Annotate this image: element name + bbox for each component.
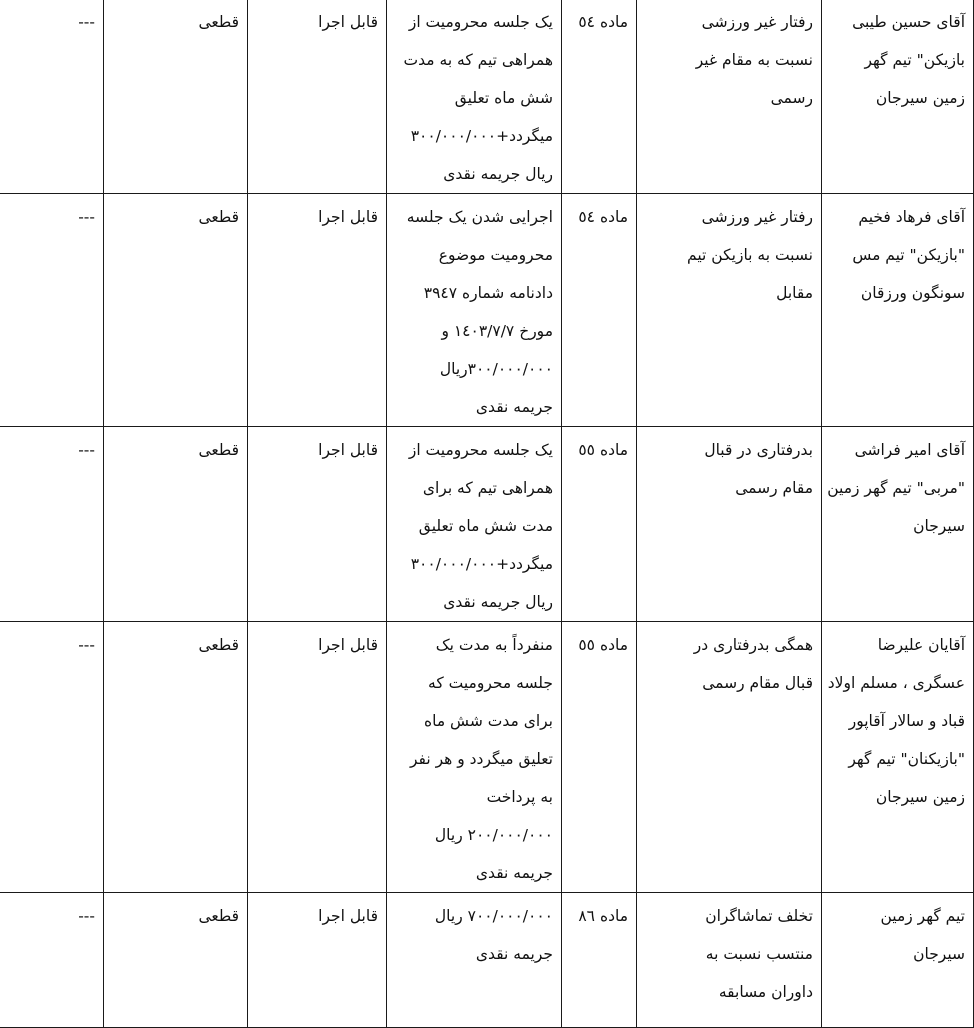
penalty-line: یک جلسه محرومیت از xyxy=(408,13,553,31)
article-cell xyxy=(562,194,637,427)
table-row xyxy=(0,194,974,427)
person-line: آقای حسین طیبی xyxy=(852,13,965,31)
person-line: زمین سیرجان xyxy=(875,89,965,107)
extra-cell xyxy=(0,622,104,893)
person-cell xyxy=(822,622,974,893)
status-label: قطعی xyxy=(198,208,239,226)
violation-cell xyxy=(637,427,822,622)
execution-label: قابل اجرا xyxy=(318,208,378,226)
person-line: "بازیکن" تیم مس xyxy=(852,246,965,264)
person-line: "بازیکنان" تیم گهر xyxy=(848,750,965,768)
extra-cell xyxy=(0,427,104,622)
status-cell xyxy=(104,622,248,893)
penalty-line: جلسه محرومیت که xyxy=(428,674,553,692)
violation-cell xyxy=(637,194,822,427)
violation-line: داوران مسابقه xyxy=(718,983,813,1001)
penalty-line: مدت شش ماه تعلیق xyxy=(418,517,553,535)
article-cell xyxy=(562,427,637,622)
person-line: تیم گهر زمین xyxy=(880,907,965,925)
violation-cell xyxy=(637,0,822,194)
table-row xyxy=(0,893,974,1028)
execution-cell xyxy=(248,427,387,622)
execution-cell xyxy=(248,893,387,1028)
article-cell xyxy=(562,893,637,1028)
empty-dash: --- xyxy=(78,441,95,459)
penalty-line: میگردد+٣٠٠/٠٠٠/٠٠٠ xyxy=(410,127,553,145)
table-row xyxy=(0,427,974,622)
penalty-line: شش ماه تعلیق xyxy=(454,89,553,107)
table-row xyxy=(0,622,974,893)
penalty-line: ٣٠٠/٠٠٠/٠٠٠ریال xyxy=(439,360,553,378)
person-line: سیرجان xyxy=(913,945,965,963)
person-line: زمین سیرجان xyxy=(875,788,965,806)
penalty-cell xyxy=(387,427,562,622)
person-line: سیرجان xyxy=(913,517,965,535)
violation-line: نسبت به مقام غیر xyxy=(695,51,813,69)
status-label: قطعی xyxy=(198,907,239,925)
person-line: آقای امیر فراشی xyxy=(854,441,965,459)
person-cell xyxy=(822,0,974,194)
person-line: عسگری ، مسلم اولاد xyxy=(827,674,965,692)
execution-cell xyxy=(248,0,387,194)
execution-label: قابل اجرا xyxy=(318,907,378,925)
empty-dash: --- xyxy=(78,636,95,654)
penalty-line: میگردد+٣٠٠/٠٠٠/٠٠٠ xyxy=(410,555,553,573)
violation-line: مقام رسمی xyxy=(735,479,813,497)
penalty-cell xyxy=(387,893,562,1028)
article-label: ماده ٥٤ xyxy=(578,208,628,226)
penalty-line: همراهی تیم که به مدت xyxy=(403,51,553,69)
extra-cell xyxy=(0,893,104,1028)
person-line: سونگون ورزقان xyxy=(860,284,965,302)
person-cell xyxy=(822,427,974,622)
penalty-line: ریال جریمه نقدی xyxy=(443,593,553,611)
article-cell xyxy=(562,622,637,893)
penalty-line: ٧٠٠/٠٠٠/٠٠٠ ریال xyxy=(434,907,553,925)
penalty-line: به پرداخت xyxy=(486,788,553,806)
status-cell xyxy=(104,427,248,622)
penalty-line: همراهی تیم که برای xyxy=(422,479,553,497)
person-line: "مربی" تیم گهر زمین xyxy=(827,479,965,497)
person-line: آقای فرهاد فخیم xyxy=(858,208,965,226)
table-row xyxy=(0,0,974,194)
status-label: قطعی xyxy=(198,441,239,459)
execution-label: قابل اجرا xyxy=(318,636,378,654)
person-line: قباد و سالار آقاپور xyxy=(848,712,965,730)
violation-line: منتسب نسبت به xyxy=(705,945,813,963)
execution-label: قابل اجرا xyxy=(318,441,378,459)
execution-cell xyxy=(248,194,387,427)
violation-line: رفتار غیر ورزشی xyxy=(701,208,813,226)
violation-line: همگی بدرفتاری در xyxy=(693,636,813,654)
article-label: ماده ٨٦ xyxy=(578,907,628,925)
penalty-cell xyxy=(387,622,562,893)
penalty-line: جریمه نقدی xyxy=(475,945,553,963)
penalty-line: مورخ ١٤٠٣/٧/٧ و xyxy=(441,322,553,340)
penalty-line: جریمه نقدی xyxy=(475,864,553,882)
execution-label: قابل اجرا xyxy=(318,13,378,31)
penalty-line: دادنامه شماره ٣٩٤٧ xyxy=(423,284,553,302)
article-cell xyxy=(562,0,637,194)
execution-cell xyxy=(248,622,387,893)
status-cell xyxy=(104,893,248,1028)
person-cell xyxy=(822,194,974,427)
extra-cell xyxy=(0,194,104,427)
penalty-line: تعلیق میگردد و هر نفر xyxy=(409,750,553,768)
penalty-line: ریال جریمه نقدی xyxy=(443,165,553,183)
violation-cell xyxy=(637,622,822,893)
violation-line: رسمی xyxy=(770,89,813,107)
penalty-line: محرومیت موضوع xyxy=(438,246,553,264)
penalty-cell xyxy=(387,194,562,427)
violation-line: قبال مقام رسمی xyxy=(702,674,813,692)
empty-dash: --- xyxy=(78,208,95,226)
empty-dash: --- xyxy=(78,907,95,925)
person-line: بازیکن" تیم گهر xyxy=(864,51,965,69)
extra-cell xyxy=(0,0,104,194)
penalty-line: برای مدت شش ماه xyxy=(423,712,553,730)
violation-line: بدرفتاری در قبال xyxy=(704,441,813,459)
status-cell xyxy=(104,0,248,194)
penalty-line: یک جلسه محرومیت از xyxy=(408,441,553,459)
article-label: ماده ٥٥ xyxy=(578,636,628,654)
article-label: ماده ٥٥ xyxy=(578,441,628,459)
status-cell xyxy=(104,194,248,427)
person-cell xyxy=(822,893,974,1028)
penalty-cell xyxy=(387,0,562,194)
person-line: آقایان علیرضا xyxy=(877,636,965,654)
status-label: قطعی xyxy=(198,13,239,31)
status-label: قطعی xyxy=(198,636,239,654)
violation-line: نسبت به بازیکن تیم xyxy=(687,246,813,264)
violation-cell xyxy=(637,893,822,1028)
penalty-line: اجرایی شدن یک جلسه xyxy=(406,208,553,226)
penalty-line: جریمه نقدی xyxy=(475,398,553,416)
violation-line: مقابل xyxy=(776,284,813,302)
penalty-line: منفرداً به مدت یک xyxy=(435,636,553,654)
violation-line: رفتار غیر ورزشی xyxy=(701,13,813,31)
empty-dash: --- xyxy=(78,13,95,31)
penalty-line: ٢٠٠/٠٠٠/٠٠٠ ریال xyxy=(434,826,553,844)
violation-line: تخلف تماشاگران xyxy=(705,907,813,925)
article-label: ماده ٥٤ xyxy=(578,13,628,31)
